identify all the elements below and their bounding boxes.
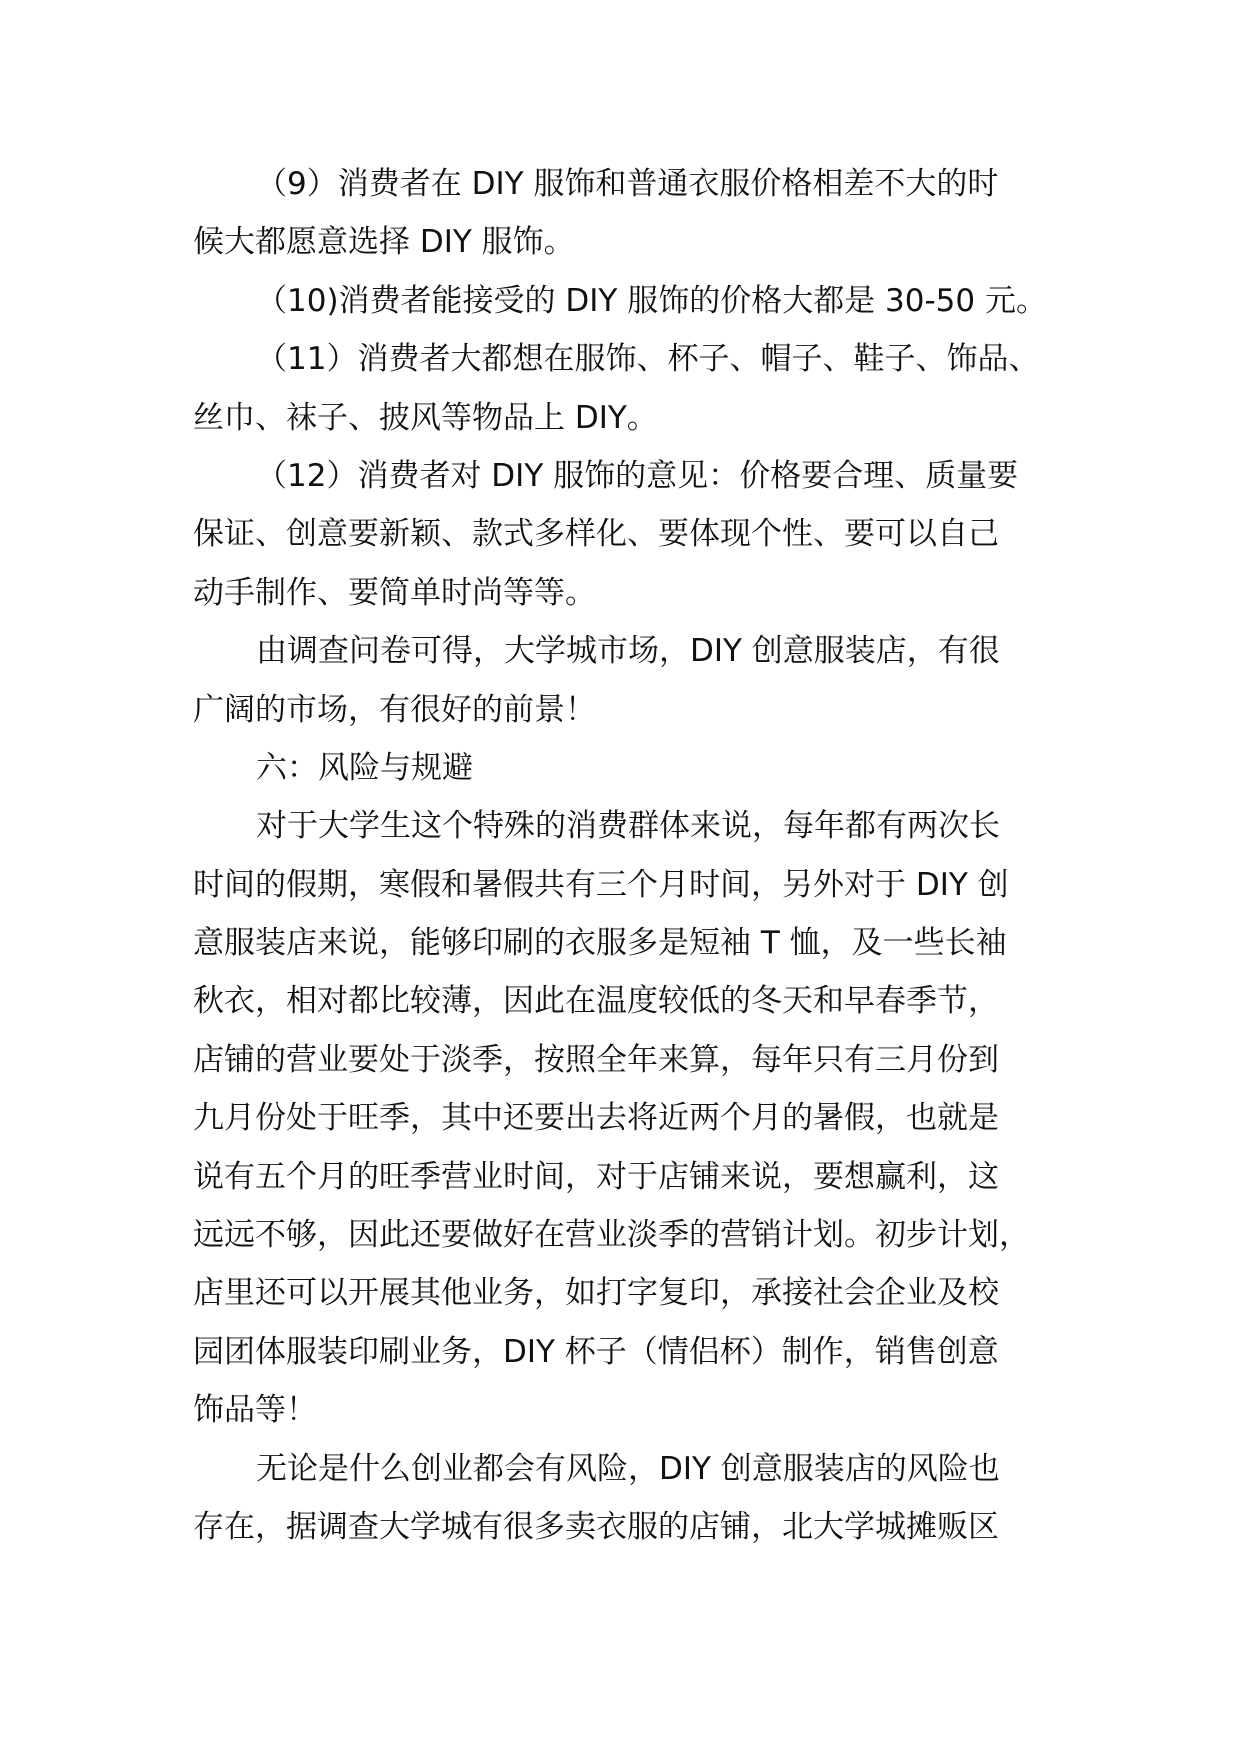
text-line: 候大都愿意选择 DIY 服饰。	[193, 224, 575, 261]
text-line: 丝巾、袜子、披风等物品上 DIY。	[193, 399, 658, 436]
text-line: 秋衣，相对都比较薄，因此在温度较低的冬天和早春季节，	[193, 983, 999, 1020]
text-line: 无论是什么创业都会有风险，DIY 创意服装店的风险也	[256, 1450, 1000, 1487]
document-page	[193, 155, 1055, 1556]
text-line: 意服装店来说，能够印刷的衣服多是短袖 T 恤，及一些长袖	[193, 925, 1007, 962]
text-line: 存在，据调查大学城有很多卖衣服的店铺，北大学城摊贩区	[193, 1508, 999, 1545]
text-line: 广阔的市场，有很好的前景！	[193, 691, 596, 728]
text-line: 由调查问卷可得，大学城市场，DIY 创意服装店，有很	[256, 633, 1000, 670]
text-line: （12）消费者对 DIY 服饰的意见：价格要合理、质量要	[256, 457, 1019, 494]
text-line: 店铺的营业要处于淡季，按照全年来算，每年只有三月份到	[193, 1041, 999, 1078]
text-line: 时间的假期，寒假和暑假共有三个月时间，另外对于 DIY 创	[193, 866, 1009, 903]
text-line: （10)消费者能接受的 DIY 服饰的价格大都是 30-50 元。	[256, 282, 1047, 319]
text-line: 园团体服装印刷业务，DIY 杯子（情侣杯）制作，销售创意	[193, 1333, 999, 1370]
text-line: 饰品等！	[193, 1392, 317, 1429]
text-line: （9）消费者在 DIY 服饰和普通衣服价格相差不大的时	[256, 166, 999, 202]
text-line: 动手制作、要简单时尚等等。	[193, 574, 596, 611]
text-line: 远远不够，因此还要做好在营业淡季的营销计划。初步计划，	[193, 1217, 1030, 1254]
text-line: （11）消费者大都想在服饰、杯子、帽子、鞋子、饰品、	[256, 341, 1040, 378]
text-line: 店里还可以开展其他业务，如打字复印，承接社会企业及校	[193, 1275, 999, 1312]
text-line: 对于大学生这个特殊的消费群体来说，每年都有两次长	[256, 808, 1000, 845]
text-line: 九月份处于旺季，其中还要出去将近两个月的暑假，也就是	[193, 1100, 999, 1137]
section-heading: 六：风险与规避	[256, 749, 473, 786]
text-line: 说有五个月的旺季营业时间，对于店铺来说，要想赢利，这	[193, 1158, 999, 1195]
text-line: 保证、创意要新颖、款式多样化、要体现个性、要可以自己	[193, 516, 999, 553]
